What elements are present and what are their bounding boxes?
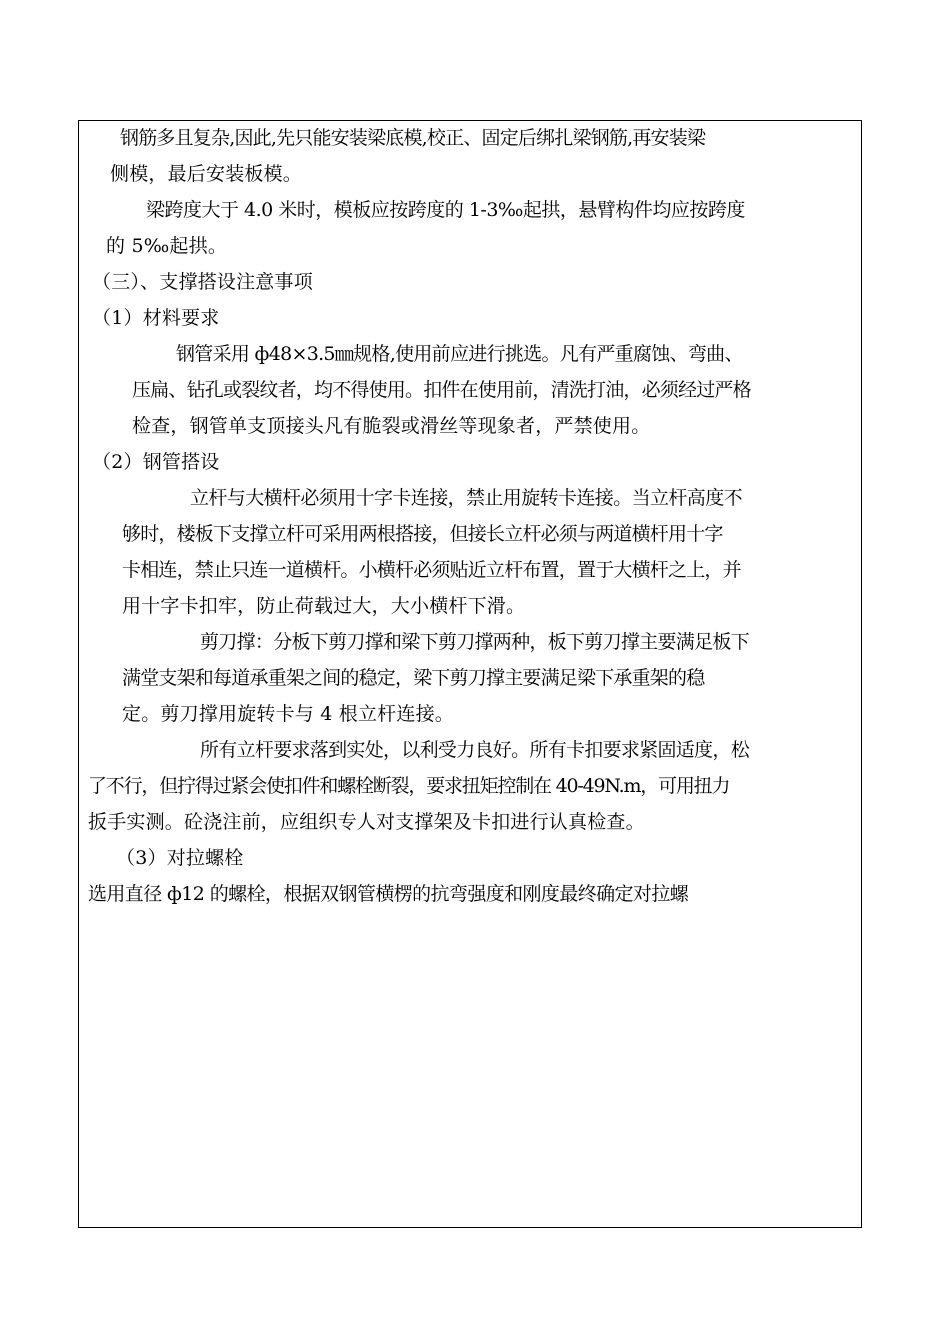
text-line-13: 卡相连，禁止只连一道横杆。小横杆必须贴近立杆布置，置于大横杆之上，并 xyxy=(122,559,741,581)
text-line-2: 侧模，最后安装板模。 xyxy=(110,163,303,185)
text-line-14: 用十字卡扣牢，防止荷载过大，大小横杆下滑。 xyxy=(122,595,526,617)
text-line-7: 钢管采用 ф48×3.5㎜规格,使用前应进行挑选。凡有严重腐蚀、弯曲、 xyxy=(176,343,743,365)
text-line-12: 够时，楼板下支撑立杆可采用两根搭接，但接长立杆必须与两道横杆用十字 xyxy=(122,523,723,545)
heading-steel-pipe-erection: （2）钢管搭设 xyxy=(92,451,220,473)
text-line-15: 剪刀撑：分板下剪刀撑和梁下剪刀撑两种，板下剪刀撑主要满足板下 xyxy=(200,631,750,653)
text-line-3: 梁跨度大于 4.0 米时，模板应按跨度的 1-3‰起拱，悬臂构件均应按跨度 xyxy=(146,199,745,221)
text-line-18: 所有立杆要求落到实处，以利受力良好。所有卡扣要求紧固适度，松 xyxy=(200,739,750,761)
text-line-8: 压扁、钻孔或裂纹者，均不得使用。扣件在使用前，清洗打油，必须经过严格 xyxy=(132,379,751,401)
text-line-9: 检查，钢管单支顶接头凡有脆裂或滑丝等现象者，严禁使用。 xyxy=(132,415,651,437)
text-line-11: 立杆与大横杆必须用十字卡连接，禁止用旋转卡连接。当立杆高度不 xyxy=(190,487,743,509)
text-line-1: 钢筋多且复杂,因此,先只能安装梁底模,校正、固定后绑扎梁钢筋,再安装梁 xyxy=(120,127,706,149)
text-line-22: 选用直径 ф12 的螺栓，根据双钢管横楞的抗弯强度和刚度最终确定对拉螺 xyxy=(88,883,689,905)
text-line-4: 的 5‰起拱。 xyxy=(106,235,228,257)
text-line-19: 了不行，但拧得过紧会使扣件和螺栓断裂，要求扭矩控制在 40-49N.m，可用扭力 xyxy=(88,775,730,797)
text-line-20: 扳手实测。砼浇注前，应组织专人对支撑架及卡扣进行认真检查。 xyxy=(88,811,645,833)
text-line-17: 定。剪刀撑用旋转卡与 4 根立杆连接。 xyxy=(122,703,454,725)
heading-section-3: （三）、支撑搭设注意事项 xyxy=(92,271,313,293)
text-line-16: 满堂支架和每道承重架之间的稳定，梁下剪刀撑主要满足梁下承重架的稳 xyxy=(122,667,705,689)
heading-material-requirements: （1）材料要求 xyxy=(92,307,220,329)
heading-tie-bolts: （3）对拉螺栓 xyxy=(116,847,244,869)
